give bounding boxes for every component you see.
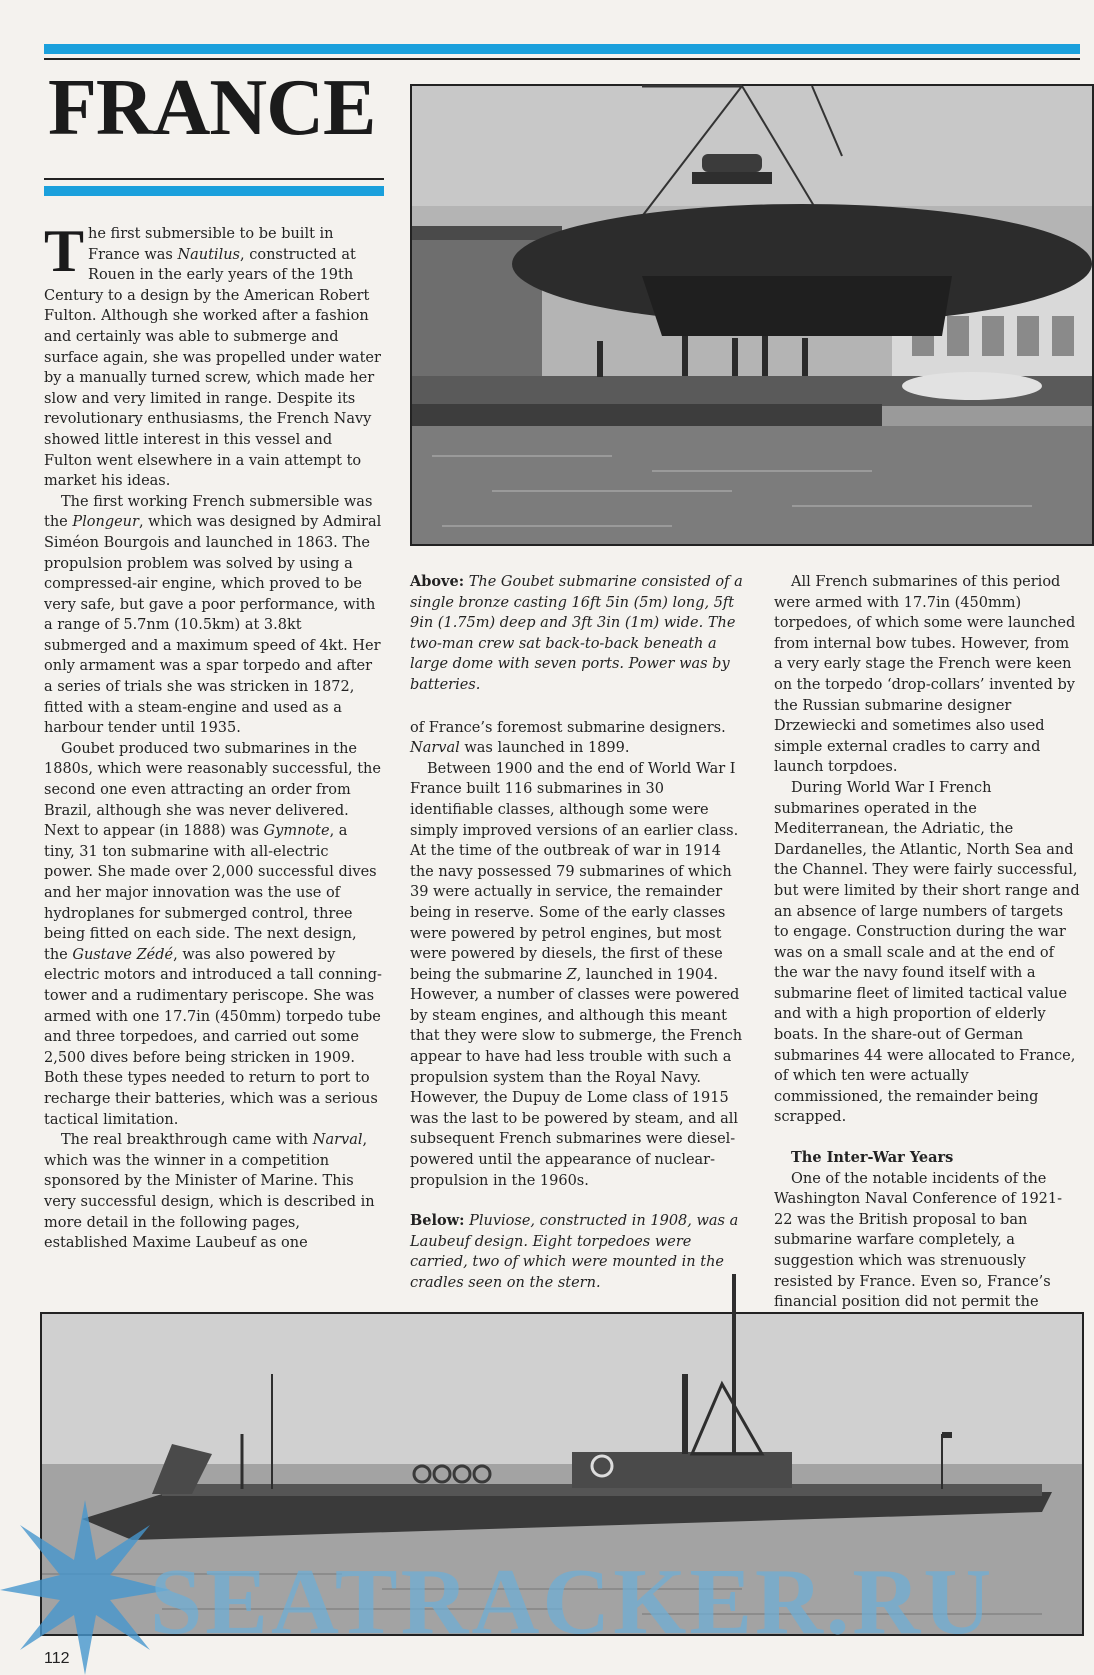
text-run: , launched in 1904. However, a number of classes were powered by steam engines, and although this meant that they were slow to submerge, the French appear to have had less trouble with such a propulsion system than the Royal Navy. However, the Dupuy de Lome class of 1915 was the last to be powered by steam, and all subsequent French submarines were diesel-powered until the appearance of nuclear-propulsion in the 1960s.	[410, 966, 743, 1189]
text-run: of France’s foremost submarine designers.	[410, 719, 726, 736]
paragraph-plongeur	[44, 492, 382, 739]
page-title: FRANCE	[48, 64, 376, 152]
paragraph-nautilus	[44, 218, 382, 492]
caption-label: Below:	[410, 1212, 465, 1230]
ship-name: Gymnote	[263, 823, 330, 840]
paragraph-torpedoes: All French submarines of this period were armed with 17.7in (450mm) torpedoes, of which some were launched from internal bow tubes. However, from a very early stage the French were keen on the torpedo ‘drop-collars’ invented by the Russian submarine designer Drzewiecki and sometimes also used simple external cradles to carry and launch torpdoes.	[774, 574, 1076, 776]
paragraph-narval-launch	[410, 718, 748, 759]
top-accent-rule	[44, 44, 1080, 54]
goubet-submarine-photo	[410, 84, 1094, 546]
text-run: Goubet produced two submarines in the 1880s, which were reasonably successful, the second one even attracting an order from Brazil, although she was never delivered. Next to appear (in 1888) was	[44, 740, 381, 840]
paragraph-narval	[44, 1130, 382, 1254]
watermark-text: SEATRACKER.RU	[150, 1550, 995, 1654]
column-2	[410, 572, 748, 1306]
ship-name: Narval	[410, 740, 460, 757]
text-run: was launched in 1899.	[459, 740, 630, 757]
ship-name: Z	[566, 966, 577, 983]
ship-name: Nautilus	[177, 246, 240, 263]
ship-name: Narval	[312, 1132, 363, 1149]
starburst-icon	[0, 1500, 170, 1675]
goubet-submarine-illustration	[412, 86, 1092, 544]
caption-below	[410, 1211, 748, 1293]
top-thin-rule	[44, 58, 1080, 60]
ship-name: Gustave Zédé	[72, 946, 174, 963]
caption-above	[410, 572, 748, 696]
text-run: Between 1900 and the end of World War I France built 116 submarines in 30 identifiable classes, although some were simply improved versions of an earlier class. At the time of the outbreak of war in 1914 the navy possessed 79 submarines of which 39 were actually in service, the remainder being in reserve. Some of the early classes were powered by petrol engines, but most were powered by diesels, the first of these being the submarine	[410, 760, 739, 983]
paragraph-ww1-ops: During World War I French submarines operated in the Mediterranean, the Adriatic, the Dardanelles, the Atlantic, North Sea and the Channel. They were fairly successful, but were limited by their short range and an absence of large numbers of targets to engage. Construction during the war was on a small scale and at the end of the war the navy found itself with a submarine fleet of limited tactical value and with a high proportion of elderly boats. In the share-out of German submarines 44 were allocated to France, of which ten were actually commissioned, the remainder being scrapped.	[774, 779, 1080, 1126]
text-run: , a tiny, 31 ton submarine with all-electric power. She made over 2,000 successful dives and her major innovation was the use of hydroplanes for submerged control, three being fitted on each side. The next design, the	[44, 823, 377, 963]
ship-name: Plongeur	[72, 514, 139, 531]
page-number: 112	[44, 1650, 70, 1667]
paragraph-goubet	[44, 739, 382, 1130]
caption-label: Above:	[410, 573, 465, 590]
column-1	[44, 218, 382, 1300]
title-underline-rule	[44, 178, 384, 180]
text-run: , constructed at Rouen in the early years of the 19th Century to a design by the American Robert Fulton. Although she worked after a fashion and certainly was able to submerge and surface again, she was propelled under water by a manually turned screw, which made her slow and very limited in range. Despite its revolutionary enthusiasms, the French Navy showed little interest in this vessel and Fulton went elsewhere in a vain attempt to market his ideas.	[44, 246, 381, 490]
text-run: , was also powered by electric motors and introduced a tall conning-tower and a rudimentary periscope. She was armed with one 17.7in (450mm) torpedo tube and three torpedoes, and carried out some 2,500 dives before being stricken in 1909. Both these types needed to return to port to recharge their batteries, which was a serious tactical limitation.	[44, 946, 382, 1128]
text-run: , which was designed by Admiral Siméon Bourgois and launched in 1863. The propulsion problem was solved by using a compressed-air engine, which proved to be very safe, but gave a poor performance, with a range of 5.7nm (10.5km) at 3.8kt submerged and a maximum speed of 4kt. Her only armament was a spar torpedo and after a series of trials she was stricken in 1872, fitted with a steam-engine and used as a harbour tender until 1935.	[44, 514, 382, 737]
caption-text: The Goubet submarine consisted of a single bronze casting 16ft 5in (5m) long, 5ft 9in (1.75m) deep and 3ft 3in (1m) wide. The two-man crew sat back-to-back beneath a large dome with seven ports. Power was by batteries.	[410, 574, 743, 693]
caption-text: Pluviose, constructed in 1908, was a Laubeuf design. Eight torpedoes were carried, two of which were mounted in the cradles seen on the stern.	[410, 1213, 739, 1291]
text-run: he first submersible to be built in France was	[88, 226, 334, 263]
column-3	[774, 572, 1080, 1311]
text-run: The real breakthrough came with	[61, 1132, 313, 1149]
text-run: , which was the winner in a competition sponsored by the Minister of Marine. This very successful design, which is described in more detail in the following pages, established Maxime Laubeuf as one	[44, 1132, 375, 1252]
paragraph-ww1-classes	[410, 759, 748, 1191]
drop-cap: T	[44, 218, 85, 284]
title-accent-rule	[44, 186, 384, 196]
text-run: The first working French submersible was the	[44, 493, 373, 531]
section-heading: The Inter-War Years	[791, 1149, 954, 1167]
paragraph-inter-war: One of the notable incidents of the Washington Naval Conference of 1921-22 was the British proposal to ban submarine warfare completely, a suggestion which was strenuously resisted by France. Even so, France’s financial position did not permit the	[774, 1170, 1063, 1311]
